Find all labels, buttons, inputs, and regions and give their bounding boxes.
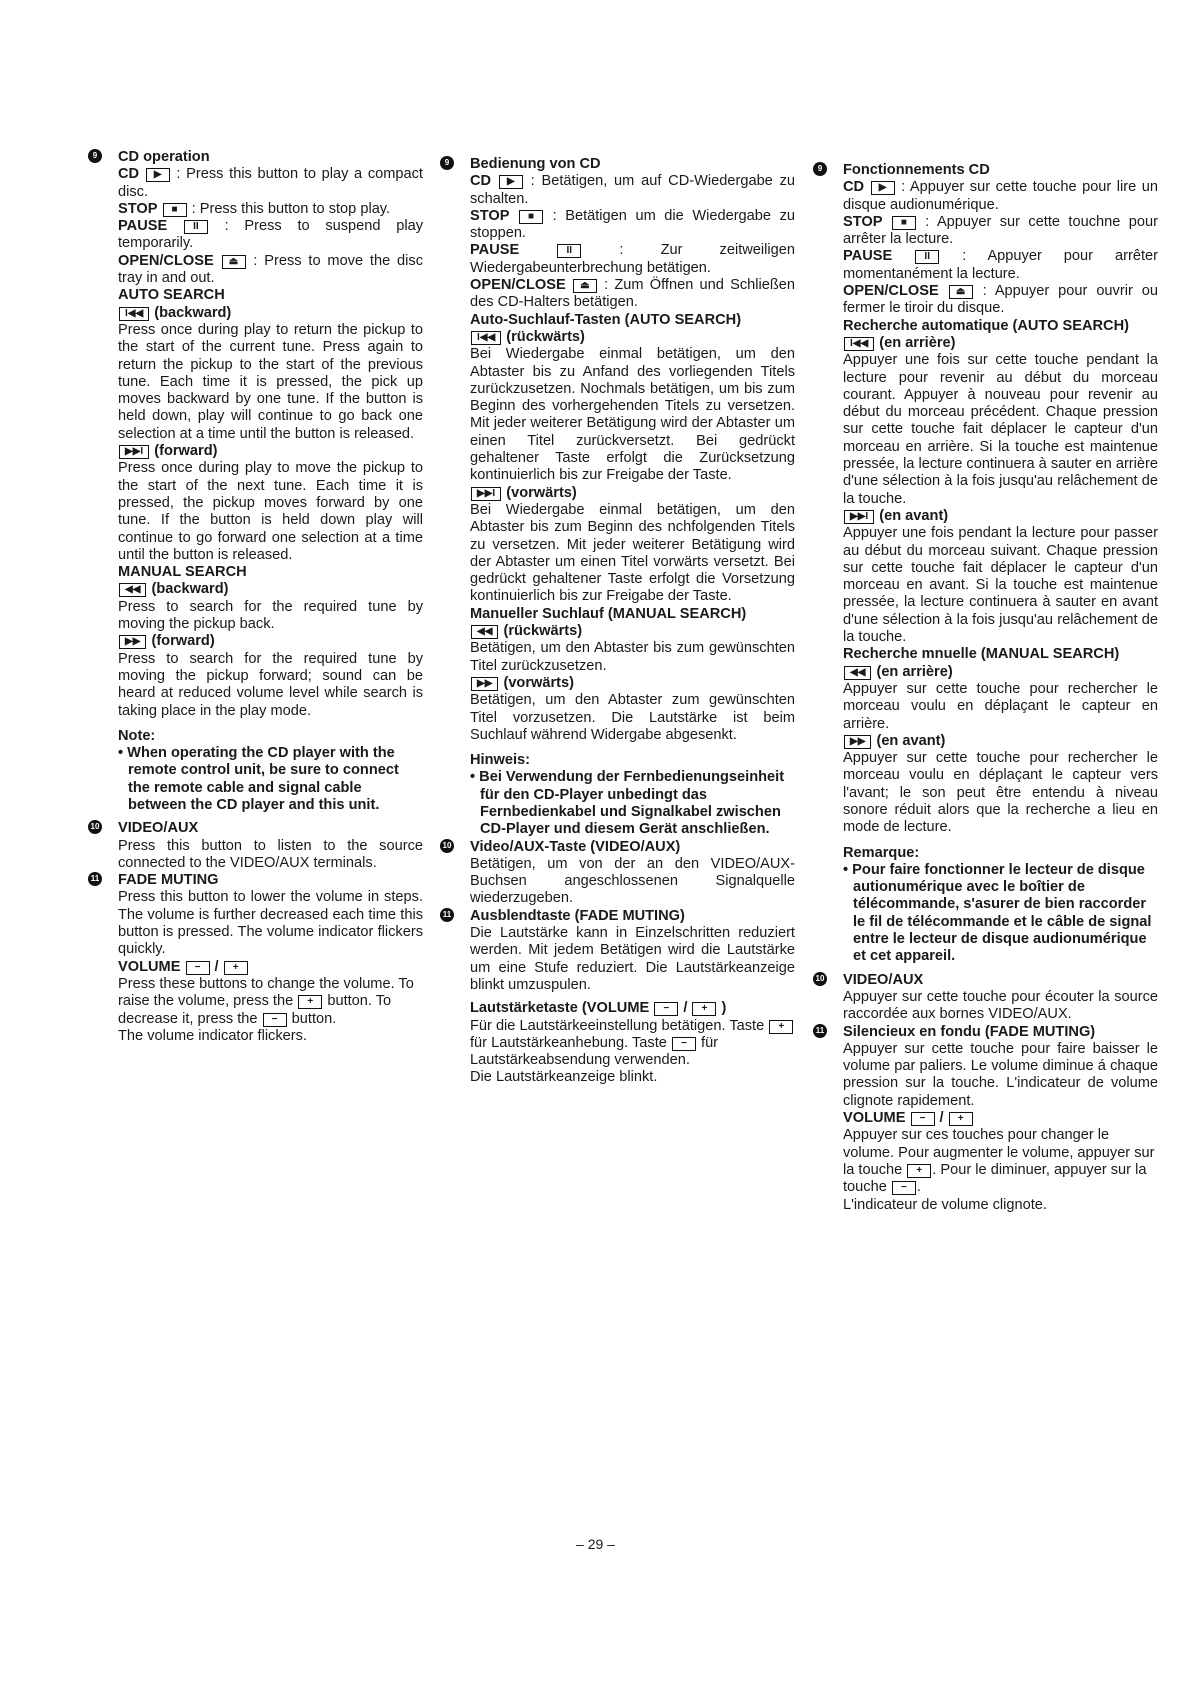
pause-key-icon: II [184, 220, 208, 234]
minus-key-icon: − [654, 1002, 678, 1016]
section-fade-muting: 11 FADE MUTING Press this button to lower the volume in steps. The volume is further decreased each time this button is pressed. The volume indicator flickers quickly. VOLUME − / + Press these buttons to change the volume. To raise the volume, press the + button. To decrease it, press the − button. The volume indicator flickers. [118, 872, 423, 1045]
eject-key-icon: ⏏ [949, 285, 973, 299]
note-text: Bei Verwendung der Fernbedienungseinheit für den CD-Player unbedingt das Fernbedienkabel und Signalkabel zwischen CD-Player und diesem Gerät anschließen. [479, 769, 785, 838]
plus-key-icon: + [769, 1020, 793, 1034]
section-title: Bedienung von CD [470, 156, 601, 172]
fast-forward-key-icon: ▶▶ [844, 735, 871, 749]
subheading: Recherche mnuelle (MANUAL SEARCH) [843, 646, 1120, 663]
section-video-aux: 10 VIDEO/AUX Press this button to listen to the source connected to the VIDEO/AUX terminals. [118, 820, 423, 872]
section-cd-operation: 9 Fonctionnements CD CD ▶ : Appuyer sur cette touche pour lire un disque audionumérique. STOP ■ : Appuyer sur cette touchne pour arrêter la lecture. PAUSE II : Appuyer pour arrêter momentanément la lecture. OPEN/CLOSE ⏏ : Appuyer pour ouvrir ou fermer le tiroir du disque. Recherche automatique (AUTO SEARCH) I◀◀ (en arrière) Appuyer une fois sur cette touche pendant la lecture pour revenir au début du morceau courant. Appuyer à nouveau pour revenir au début du morceau précédent. Chaque pression sur cette touche fait déplacer le capteur d'un morceau en arrière. Si la touche est maintenue pressée, la lecture continuera à sauter en arrière d'une sélection à la fois jusqu'au relâchement de la touche. ▶▶I (en avant) Appuyer une fois pendant la lecture pour passer au début du morceau suivant. Chaque pression sur cette touche fait déplacer le capteur d'un morceau en avant. Si la touche est maintenue pressée, la lecture continuera à sauter en avant d'une sélection à la fois jusqu'au relâchement de la touche. Recherche mnuelle (MANUAL SEARCH) ◀◀ (en arrière) Appuyer sur cette touche pour rechercher le morceau voulu en déplaçant le capteur en arrière. ▶▶ (en avant) Appuyer sur cette touche pour rechercher le morceau voulu en déplaçant le capteur vers l'avant; le son peut être entendu à niveau sonore réduit alors que la recherche a lieu en mode de lecture. Remarque: • Pour faire fonctionner le lecteur de disque autionumérique avec le boîtier de télécommande, s'asurer de bien raccorder le fil de télécommande et le câble de signal entre le lecteur de disque audionumérique et cet appareil. [843, 162, 1158, 966]
fast-forward-key-icon: ▶▶ [471, 677, 498, 691]
section-video-aux: 10 VIDEO/AUX Appuyer sur cette touche pour écouter la source raccordée aux bornes VIDEO/AUX. [843, 972, 1158, 1024]
column-english [90, 149, 424, 1045]
rewind-key-icon: ◀◀ [119, 583, 146, 597]
skip-forward-key-icon: ▶▶I [844, 510, 874, 524]
section-number-badge: 11 [813, 1024, 827, 1038]
subheading: Recherche automatique (AUTO SEARCH) [843, 317, 1129, 334]
note-text: When operating the CD player with the remote control unit, be sure to connect the remote cable and signal cable between the CD player and this unit. [127, 745, 399, 813]
skip-back-key-icon: I◀◀ [119, 307, 149, 321]
rewind-key-icon: ◀◀ [844, 666, 871, 680]
paragraph: Press to search for the required tune by moving the pickup back. [118, 598, 423, 633]
page-number: – 29 – [576, 1536, 615, 1552]
play-key-icon: ▶ [499, 175, 523, 189]
subheading: MANUAL SEARCH [118, 564, 247, 581]
skip-back-key-icon: I◀◀ [471, 331, 501, 345]
pause-key-icon: II [557, 244, 581, 258]
section-fade-muting: 11 Ausblendtaste (FADE MUTING) Die Lautstärke kann in Einzelschritten reduziert werden. Mit jedem Betätigen wird die Lautstärke um eine Stufe reduziert. Die Lautstärkeanzeige blinkt umzuspulen. Lautstärketaste (VOLUME − / + ) Für die Lautstärkeeinstellung betätigen. Taste + für Lautstärkeanhebung. Taste − für Lautstärkeabsendung verwenden. Die Lautstärkeanzeige blinkt. [470, 908, 795, 1087]
plus-key-icon: + [224, 961, 248, 975]
note-text: Pour faire fonctionner le lecteur de disque autionumérique avec le boîtier de télécommande, s'asurer de bien raccorder le fil de télécommande et le câble de signal entre le lecteur de disque audionumérique et cet appareil. [852, 861, 1152, 965]
play-key-icon: ▶ [871, 181, 895, 195]
paragraph: Press once during play to move the pickup to the start of the next tune. Each time it is pressed, the pickup moves forward by one tune. If the button is held down play will continue to go forward one selection at a time until the button is released. [118, 460, 423, 563]
column-french [815, 162, 1159, 1214]
section-number-badge: 11 [440, 908, 454, 922]
skip-forward-key-icon: ▶▶I [471, 487, 501, 501]
rewind-key-icon: ◀◀ [471, 625, 498, 639]
section-number-badge: 9 [813, 162, 827, 176]
fast-forward-key-icon: ▶▶ [119, 635, 146, 649]
paragraph: Press once during play to return the pickup to the start of the current tune. Press again to return the pickup to the start of the previous tune. Each time it is pressed, the pick up moves backward by one tune. If the button is held down, play will continue to go back one selection at a time until the button is released. [118, 321, 423, 442]
note-label: Remarque: [843, 844, 920, 861]
minus-key-icon: − [263, 1013, 287, 1027]
plus-key-icon: + [692, 1002, 716, 1016]
subheading: Auto-Suchlauf-Tasten (AUTO SEARCH) [470, 311, 742, 328]
plus-key-icon: + [298, 995, 322, 1009]
section-fade-muting: 11 Silencieux en fondu (FADE MUTING) Appuyer sur cette touche pour faire baisser le volume par paliers. Le volume diminue á chaque pression sur la touche. L'indicateur de volume clignote rapidement. VOLUME − / + Appuyer sur ces touches pour changer le volume. Pour augmenter le volume, appuyer sur la touche + . Pour le diminuer, appuyer sur la touche − . L'indicateur de volume clignote. [843, 1024, 1158, 1214]
section-number-badge: 10 [88, 820, 102, 834]
eject-key-icon: ⏏ [573, 279, 597, 293]
stop-key-icon: ■ [892, 216, 916, 230]
minus-key-icon: − [911, 1112, 935, 1126]
section-number-badge: 10 [440, 839, 454, 853]
subheading: Manueller Suchlauf (MANUAL SEARCH) [470, 605, 747, 622]
section-number-badge: 10 [813, 972, 827, 986]
minus-key-icon: − [186, 961, 210, 975]
section-title: Fonctionnements CD [843, 162, 990, 178]
stop-key-icon: ■ [519, 210, 543, 224]
skip-forward-key-icon: ▶▶I [119, 445, 149, 459]
paragraph: Press to search for the required tune by moving the pickup forward; sound can be heard at reduced volume level while search is taking place in the play mode. [118, 650, 423, 719]
section-cd-operation: 9 CD operation CD ▶ : Press this button to play a compact disc. STOP ■ : Press this button to stop play. PAUSE II : Press to suspend play temporarily. OPEN/CLOSE ⏏ : Press to move the disc tray in and out. AUTO SEARCH I◀◀ (backward) Press once during play to return the pickup to the start of the current tune. Press again to return the pickup to the start of the previous tune. Each time it is pressed, the pick up moves backward by one tune. If the button is held down, play will continue to go back one selection at a time until the button is released. ▶▶I (forward) Press once during play to move the pickup to the start of the next tune. Each time it is pressed, the pickup moves forward by one tune. If the button is held down play will continue to go forward one selection at a time until the button is released. MANUAL SEARCH ◀◀ (backward) Press to search for the required tune by moving the pickup back. ▶▶ (forward) Press to search for the required tune by moving the pickup forward; sound can be heard at reduced volume level while search is taking place in the play mode. Note: • When operating the CD player with the remote control unit, be sure to connect the remote cable and signal cable between the CD player and this unit. [118, 149, 423, 814]
key-label: CD [118, 166, 140, 183]
eject-key-icon: ⏏ [222, 255, 246, 269]
note-label: Hinweis: [470, 752, 531, 769]
skip-back-key-icon: I◀◀ [844, 337, 874, 351]
subheading: AUTO SEARCH [118, 287, 225, 304]
minus-key-icon: − [672, 1037, 696, 1051]
plus-key-icon: + [949, 1112, 973, 1126]
section-number-badge: 9 [440, 156, 454, 170]
play-key-icon: ▶ [146, 168, 170, 182]
minus-key-icon: − [892, 1181, 916, 1195]
section-video-aux: 10 Video/AUX-Taste (VIDEO/AUX) Betätigen, um von der an den VIDEO/AUX-Buchsen angeschlossenen Signalquelle wiederzugeben. [470, 839, 795, 908]
section-cd-operation: 9 Bedienung von CD CD ▶ : Betätigen, um auf CD-Wiedergabe zu schalten. STOP ■ : Betätigen um die Wiedergabe zu stoppen. PAUSE II : Zur zeitweiligen Wiedergabeunterbrechung betätigen. OPEN/CLOSE ⏏ : Zum Öffnen und Schließen des CD-Halters betätigen. Auto-Suchlauf-Tasten (AUTO SEARCH) I◀◀ (rückwärts) Bei Wiedergabe einmal betätigen, um den Abtaster bis zu Anfand des vorliegenden Titels zurückzusetzen. Nochmals betätigen, um bis zum Beginn des vorhergehenden Titels zu versetzen. Mit jeder weiterer Betätigung wird der Abtaster um einen Titel zurückversetzt. Bei gedrückt gehaltener Taste erfolgt die Zurücksetzung kontinuierlich bis zur Freigabe der Taste. ▶▶I (vorwärts) Bei Wiedergabe einmal betätigen, um den Abtaster bis zum Beginn des nchfolgenden Titels zu versetzen. Mit jeder weiterer Betätigung wird der Abtaster um einen Titel vorwärts versetzt. Bei gedrückt gehaltener Taste erfolgt die Vorsetzung kontinuierlich bis zur Freigabe der Taste. Manueller Suchlauf (MANUAL SEARCH) ◀◀ (rückwärts) Betätigen, um den Abtaster bis zum gewünschten Titel zurückzusetzen. ▶▶ (vorwärts) Betätigen, um den Abtaster zum gewünschten Titel vorzusetzen. Die Lautstärke ist beim Suchlauf während Widergabe abgesenkt. Hinweis: • Bei Verwendung der Fernbedienungseinheit für den CD-Player unbedingt das Fernbedienkabel und Signalkabel zwischen CD-Player und diesem Gerät anschließen. [470, 156, 795, 839]
plus-key-icon: + [907, 1164, 931, 1178]
pause-key-icon: II [915, 250, 939, 264]
stop-key-icon: ■ [163, 203, 187, 217]
section-number-badge: 9 [88, 149, 102, 163]
section-number-badge: 11 [88, 872, 102, 886]
note-label: Note: [118, 727, 156, 744]
section-title: CD operation [118, 149, 210, 165]
column-german [442, 156, 796, 1087]
